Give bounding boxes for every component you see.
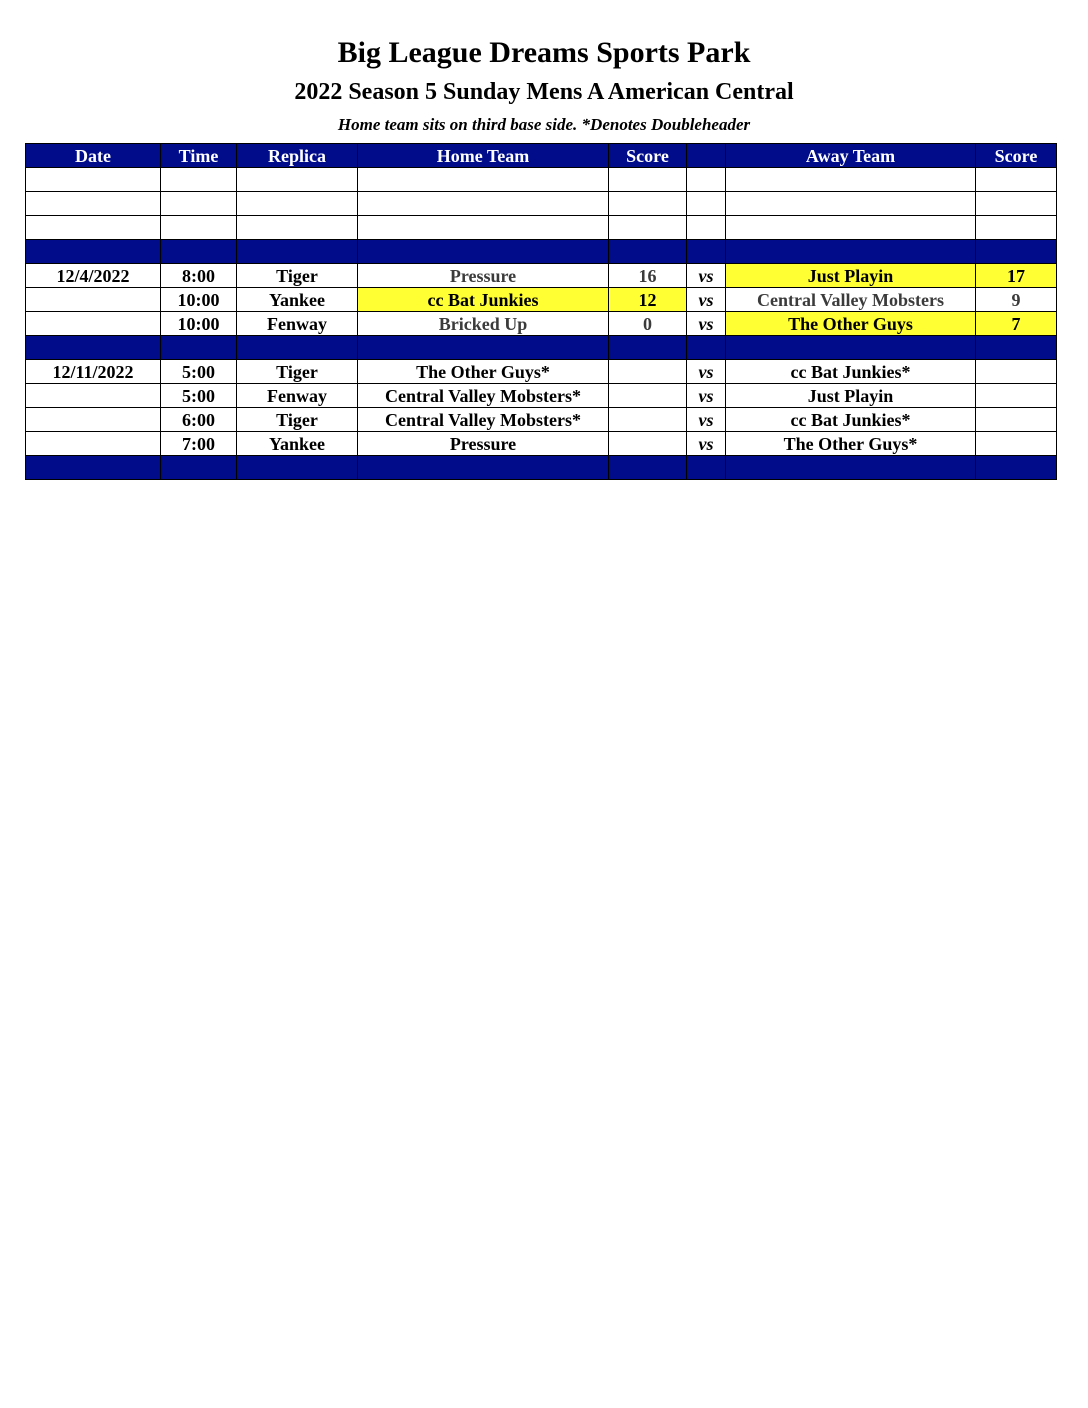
home-score: 12 <box>609 288 687 312</box>
empty-cell <box>976 168 1057 192</box>
empty-cell <box>358 216 609 240</box>
game-date <box>26 432 161 456</box>
empty-cell <box>976 216 1057 240</box>
empty-cell <box>161 216 237 240</box>
away-score: 17 <box>976 264 1057 288</box>
separator-cell <box>161 240 237 264</box>
separator-cell <box>237 456 358 480</box>
away-team: Just Playin <box>726 384 976 408</box>
vs-label: vs <box>687 432 726 456</box>
game-row <box>26 408 1057 432</box>
empty-cell <box>976 192 1057 216</box>
away-team: cc Bat Junkies* <box>726 360 976 384</box>
column-header-time: Time <box>161 144 237 168</box>
separator-cell <box>726 336 976 360</box>
separator-cell <box>609 240 687 264</box>
home-score <box>609 360 687 384</box>
game-row <box>26 384 1057 408</box>
empty-cell <box>687 216 726 240</box>
game-replica: Fenway <box>237 312 358 336</box>
game-date <box>26 312 161 336</box>
separator-cell <box>26 240 161 264</box>
separator-cell <box>976 336 1057 360</box>
page-subtitle: 2022 Season 5 Sunday Mens A American Central <box>294 79 794 105</box>
empty-cell <box>26 216 161 240</box>
column-header-away-score: Score <box>976 144 1057 168</box>
separator-cell <box>358 456 609 480</box>
game-row <box>26 432 1057 456</box>
column-header-date: Date <box>26 144 161 168</box>
empty-cell <box>358 168 609 192</box>
home-score: 0 <box>609 312 687 336</box>
game-row <box>26 312 1057 336</box>
home-team: cc Bat Junkies <box>358 288 609 312</box>
empty-cell <box>687 168 726 192</box>
away-team: cc Bat Junkies* <box>726 408 976 432</box>
home-team: Bricked Up <box>358 312 609 336</box>
separator-cell <box>976 240 1057 264</box>
game-time: 5:00 <box>161 360 237 384</box>
blank-row <box>26 216 1057 240</box>
vs-label: vs <box>687 408 726 432</box>
schedule-note: Home team sits on third base side. *Denotes Doubleheader <box>337 115 751 134</box>
separator-cell <box>237 336 358 360</box>
home-team: Pressure <box>358 264 609 288</box>
game-replica: Tiger <box>237 264 358 288</box>
column-header-home-team: Home Team <box>358 144 609 168</box>
home-score: 16 <box>609 264 687 288</box>
blank-row <box>26 192 1057 216</box>
empty-cell <box>26 192 161 216</box>
empty-cell <box>726 192 976 216</box>
separator-cell <box>358 336 609 360</box>
away-team: Central Valley Mobsters <box>726 288 976 312</box>
header-row <box>26 144 1057 168</box>
empty-cell <box>237 216 358 240</box>
page-title: Big League Dreams Sports Park <box>337 36 751 69</box>
separator-cell <box>726 240 976 264</box>
empty-cell <box>237 192 358 216</box>
column-header-home-score: Score <box>609 144 687 168</box>
game-replica: Yankee <box>237 432 358 456</box>
separator-cell <box>161 456 237 480</box>
home-score <box>609 408 687 432</box>
separator-cell <box>26 336 161 360</box>
game-replica: Tiger <box>237 408 358 432</box>
empty-cell <box>687 192 726 216</box>
home-team: Pressure <box>358 432 609 456</box>
separator-row <box>26 240 1057 264</box>
empty-cell <box>609 216 687 240</box>
away-score: 7 <box>976 312 1057 336</box>
separator-cell <box>609 456 687 480</box>
away-team: The Other Guys <box>726 312 976 336</box>
game-time: 6:00 <box>161 408 237 432</box>
vs-label: vs <box>687 360 726 384</box>
separator-cell <box>358 240 609 264</box>
home-team: The Other Guys* <box>358 360 609 384</box>
game-date <box>26 288 161 312</box>
game-replica: Fenway <box>237 384 358 408</box>
separator-cell <box>687 240 726 264</box>
vs-label: vs <box>687 312 726 336</box>
separator-cell <box>609 336 687 360</box>
game-time: 5:00 <box>161 384 237 408</box>
separator-cell <box>976 456 1057 480</box>
away-score <box>976 432 1057 456</box>
column-header-away-team: Away Team <box>726 144 976 168</box>
vs-label: vs <box>687 384 726 408</box>
game-time: 10:00 <box>161 312 237 336</box>
game-row <box>26 360 1057 384</box>
vs-label: vs <box>687 288 726 312</box>
empty-cell <box>726 168 976 192</box>
empty-cell <box>609 168 687 192</box>
vs-label: vs <box>687 264 726 288</box>
separator-cell <box>726 456 976 480</box>
empty-cell <box>161 168 237 192</box>
separator-cell <box>161 336 237 360</box>
away-score <box>976 360 1057 384</box>
game-date <box>26 384 161 408</box>
game-date <box>26 408 161 432</box>
empty-cell <box>26 168 161 192</box>
separator-row <box>26 336 1057 360</box>
empty-cell <box>726 216 976 240</box>
game-time: 10:00 <box>161 288 237 312</box>
separator-cell <box>687 456 726 480</box>
separator-cell <box>26 456 161 480</box>
game-row <box>26 264 1057 288</box>
game-row <box>26 288 1057 312</box>
game-replica: Tiger <box>237 360 358 384</box>
home-team: Central Valley Mobsters* <box>358 384 609 408</box>
separator-row <box>26 456 1057 480</box>
separator-cell <box>687 336 726 360</box>
away-score <box>976 384 1057 408</box>
empty-cell <box>358 192 609 216</box>
game-date: 12/4/2022 <box>26 264 161 288</box>
away-team: Just Playin <box>726 264 976 288</box>
home-score <box>609 384 687 408</box>
column-header-vs <box>687 144 726 168</box>
game-replica: Yankee <box>237 288 358 312</box>
empty-cell <box>609 192 687 216</box>
home-score <box>609 432 687 456</box>
column-header-replica: Replica <box>237 144 358 168</box>
game-date: 12/11/2022 <box>26 360 161 384</box>
schedule-table <box>25 143 1057 480</box>
empty-cell <box>161 192 237 216</box>
away-team: The Other Guys* <box>726 432 976 456</box>
game-time: 7:00 <box>161 432 237 456</box>
game-time: 8:00 <box>161 264 237 288</box>
empty-cell <box>237 168 358 192</box>
away-score <box>976 408 1057 432</box>
home-team: Central Valley Mobsters* <box>358 408 609 432</box>
blank-row <box>26 168 1057 192</box>
separator-cell <box>237 240 358 264</box>
away-score: 9 <box>976 288 1057 312</box>
